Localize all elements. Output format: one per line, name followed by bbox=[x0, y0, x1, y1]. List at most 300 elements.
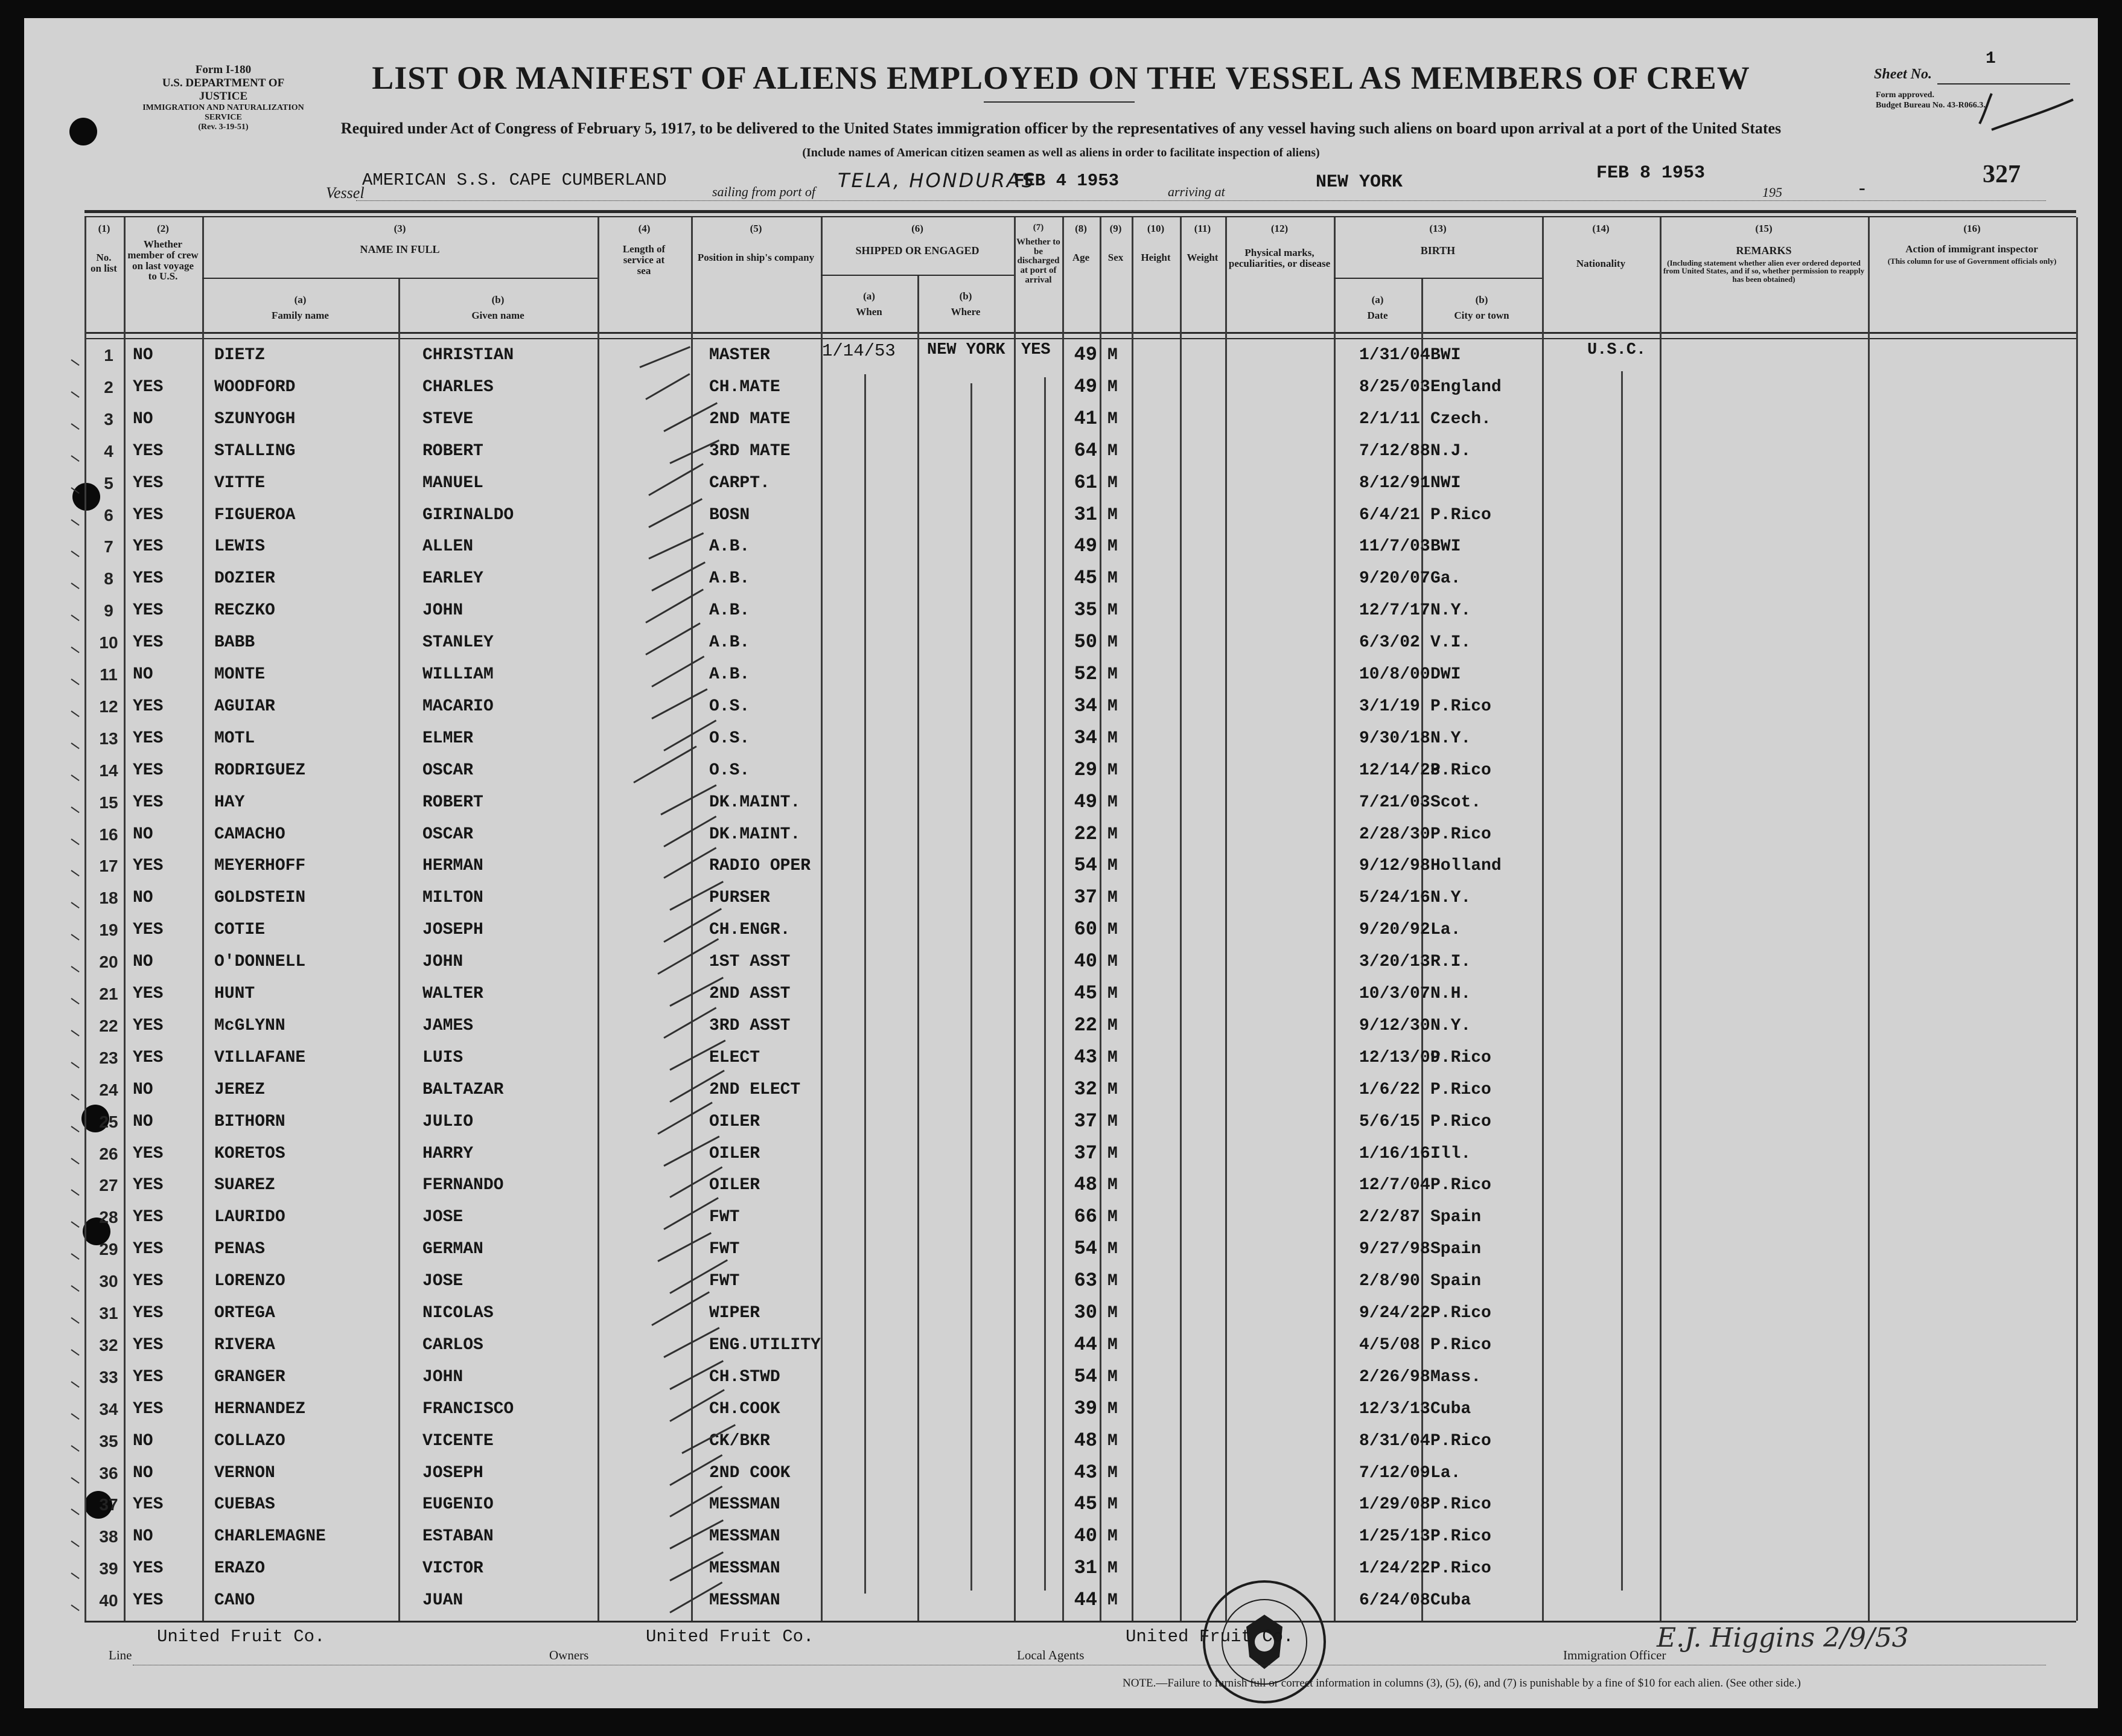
cell-given: EARLEY bbox=[422, 569, 483, 589]
cell-no: 2 bbox=[104, 377, 113, 397]
cell-city: Spain bbox=[1430, 1272, 1482, 1291]
cell-city: P.Rico bbox=[1430, 697, 1491, 716]
col-marks-label: Physical marks, peculiarities, or disease bbox=[1228, 246, 1331, 269]
manifest-number: 327 bbox=[1983, 161, 2021, 188]
cell-family: RECZKO bbox=[214, 601, 275, 621]
cell-city: Ga. bbox=[1430, 569, 1461, 589]
cell-age: 45 bbox=[1074, 982, 1097, 1004]
cell-crew: YES bbox=[133, 1144, 164, 1163]
cell-sex: M bbox=[1107, 984, 1118, 1003]
form-service: IMMIGRATION AND NATURALIZATION SERVICE bbox=[142, 103, 304, 122]
cell-crew: NO bbox=[133, 409, 153, 429]
row-check-mark bbox=[71, 806, 79, 813]
cell-no: 19 bbox=[99, 921, 118, 940]
cell-given: CARLOS bbox=[422, 1335, 483, 1355]
cell-city: R.I. bbox=[1430, 953, 1471, 972]
cell-given: CHARLES bbox=[422, 377, 494, 397]
manifest-sheet bbox=[24, 18, 2098, 1708]
form-department: U.S. DEPARTMENT OF JUSTICE bbox=[162, 76, 285, 103]
cell-age: 31 bbox=[1074, 1557, 1097, 1580]
cell-family: COTIE bbox=[214, 921, 266, 940]
col-discharged-header bbox=[1016, 223, 1061, 286]
cell-family: BITHORN bbox=[214, 1112, 285, 1131]
cell-age: 34 bbox=[1074, 726, 1097, 749]
cell-given: MANUEL bbox=[422, 473, 483, 493]
cell-crew: YES bbox=[133, 1048, 164, 1067]
cell-given: WALTER bbox=[422, 984, 483, 1003]
cell-age: 54 bbox=[1074, 1237, 1097, 1260]
cell-position: CH.ENGR. bbox=[709, 921, 791, 940]
cell-age: 50 bbox=[1074, 631, 1097, 654]
shipped-where: NEW YORK bbox=[927, 341, 1005, 359]
table-row bbox=[24, 852, 2098, 884]
cell-no: 3 bbox=[104, 409, 113, 429]
table-row bbox=[24, 1459, 2098, 1491]
cell-age: 60 bbox=[1074, 918, 1097, 941]
cell-crew: YES bbox=[133, 1367, 164, 1387]
row-check-mark bbox=[71, 423, 79, 430]
cell-city: P.Rico bbox=[1430, 1176, 1491, 1195]
cell-sex: M bbox=[1107, 473, 1118, 493]
cell-date: 9/20/92 bbox=[1359, 921, 1430, 940]
cell-crew: NO bbox=[133, 1080, 153, 1099]
cell-sex: M bbox=[1107, 761, 1118, 780]
col-when-sub: (a) bbox=[863, 290, 875, 302]
table-row bbox=[24, 1586, 2098, 1618]
row-check-mark bbox=[71, 998, 79, 1004]
cell-family: ORTEGA bbox=[214, 1304, 275, 1323]
cell-position: CARPT. bbox=[709, 473, 770, 493]
cell-date: 1/29/08 bbox=[1359, 1495, 1430, 1514]
table-row bbox=[24, 1331, 2098, 1363]
row-check-mark bbox=[71, 1094, 79, 1100]
table-row bbox=[24, 1203, 2098, 1235]
row-check-mark bbox=[71, 1445, 79, 1452]
cell-age: 34 bbox=[1074, 694, 1097, 717]
cell-family: CANO bbox=[214, 1591, 255, 1610]
cell-given: OSCAR bbox=[422, 825, 474, 844]
cell-date: 1/25/13 bbox=[1359, 1527, 1430, 1546]
cell-age: 43 bbox=[1074, 1045, 1097, 1068]
sheet-label: Sheet No. bbox=[1874, 66, 1932, 82]
cell-date: 1/24/22 bbox=[1359, 1559, 1430, 1578]
cell-given: EUGENIO bbox=[422, 1495, 494, 1514]
row-check-mark bbox=[71, 391, 79, 398]
cell-crew: YES bbox=[133, 1591, 164, 1610]
footer-owners-label: Owners bbox=[549, 1648, 589, 1662]
cell-date: 5/24/16 bbox=[1359, 889, 1430, 908]
cell-family: CAMACHO bbox=[214, 825, 285, 844]
cell-city: N.J. bbox=[1430, 441, 1471, 461]
col-family-label: Family name bbox=[272, 309, 329, 321]
cell-age: 45 bbox=[1074, 567, 1097, 590]
cell-crew: YES bbox=[133, 1208, 164, 1227]
cell-crew: YES bbox=[133, 377, 164, 397]
cell-given: JOSEPH bbox=[422, 921, 483, 940]
cell-family: STALLING bbox=[214, 441, 296, 461]
cell-given: HERMAN bbox=[422, 857, 483, 876]
row-check-mark bbox=[71, 1126, 79, 1132]
row-check-mark bbox=[71, 870, 79, 877]
cell-position: WIPER bbox=[709, 1304, 760, 1323]
cell-city: DWI bbox=[1430, 665, 1461, 684]
page-note: (Include names of American citizen seamen as well as aliens in order to facilitate inspection of aliens) bbox=[802, 146, 1320, 159]
cell-date: 9/30/18 bbox=[1359, 729, 1430, 748]
cell-no: 7 bbox=[104, 537, 113, 557]
cell-crew: NO bbox=[133, 1463, 153, 1482]
cell-sex: M bbox=[1107, 1080, 1118, 1099]
cell-date: 2/8/90 bbox=[1359, 1272, 1420, 1291]
cell-date: 12/7/04 bbox=[1359, 1176, 1430, 1195]
cell-date: 9/27/98 bbox=[1359, 1240, 1430, 1259]
table-row bbox=[24, 884, 2098, 916]
cell-sex: M bbox=[1107, 729, 1118, 748]
cell-given: JOSE bbox=[422, 1208, 464, 1227]
cell-age: 37 bbox=[1074, 1141, 1097, 1164]
cell-age: 61 bbox=[1074, 471, 1097, 494]
cell-given: ELMER bbox=[422, 729, 474, 748]
cell-no: 4 bbox=[104, 441, 113, 461]
cell-sex: M bbox=[1107, 1591, 1118, 1610]
cell-no: 29 bbox=[99, 1240, 118, 1259]
cell-sex: M bbox=[1107, 889, 1118, 908]
cell-given: BALTAZAR bbox=[422, 1080, 504, 1099]
cell-family: DOZIER bbox=[214, 569, 275, 589]
cell-crew: YES bbox=[133, 569, 164, 589]
cell-city: Mass. bbox=[1430, 1367, 1482, 1387]
col-marks-num: (12) bbox=[1270, 223, 1289, 234]
cell-position: MESSMAN bbox=[709, 1495, 780, 1514]
cell-given: JOSEPH bbox=[422, 1463, 483, 1482]
cell-given: NICOLAS bbox=[422, 1304, 494, 1323]
cell-no: 27 bbox=[99, 1176, 118, 1195]
cell-no: 24 bbox=[99, 1080, 118, 1099]
table-row bbox=[24, 1490, 2098, 1522]
cell-no: 23 bbox=[99, 1048, 118, 1067]
cell-no: 6 bbox=[104, 505, 113, 525]
table-row bbox=[24, 1012, 2098, 1044]
cell-position: MASTER bbox=[709, 346, 770, 365]
col-shipped-label: SHIPPED OR ENGAGED bbox=[855, 244, 980, 257]
cell-family: MEYERHOFF bbox=[214, 857, 306, 876]
row-check-mark bbox=[71, 966, 79, 972]
footer-agents-value: United Fruit Co. bbox=[1126, 1627, 1294, 1647]
col-shipped-header bbox=[821, 223, 1014, 257]
cell-position: FWT bbox=[709, 1240, 740, 1259]
table-row bbox=[24, 1363, 2098, 1395]
cell-crew: YES bbox=[133, 1272, 164, 1291]
cell-sex: M bbox=[1107, 1016, 1118, 1035]
cell-crew: NO bbox=[133, 1527, 153, 1546]
cell-sex: M bbox=[1107, 1048, 1118, 1067]
sheet-number: 1 bbox=[1986, 49, 1996, 68]
cell-city: P.Rico bbox=[1430, 1495, 1491, 1514]
col-when-label: When bbox=[856, 305, 882, 318]
col-position-header bbox=[694, 223, 818, 263]
row-check-mark bbox=[71, 742, 79, 749]
cell-position: CH.MATE bbox=[709, 377, 780, 397]
col-city-sub: (b) bbox=[1475, 294, 1488, 305]
cell-family: VITTE bbox=[214, 473, 266, 493]
cell-position: ENG.UTILITY bbox=[709, 1335, 821, 1355]
cell-sex: M bbox=[1107, 346, 1118, 365]
row-check-mark bbox=[71, 1190, 79, 1196]
table-row bbox=[24, 1140, 2098, 1172]
row-check-mark bbox=[71, 1317, 79, 1324]
cell-no: 40 bbox=[99, 1591, 118, 1610]
table-row bbox=[24, 980, 2098, 1012]
cell-given: STEVE bbox=[422, 409, 474, 429]
cell-no: 8 bbox=[104, 569, 113, 589]
cell-sex: M bbox=[1107, 409, 1118, 429]
cell-age: 64 bbox=[1074, 439, 1097, 462]
cell-crew: YES bbox=[133, 984, 164, 1003]
cell-city: N.Y. bbox=[1430, 1016, 1471, 1035]
cell-family: LEWIS bbox=[214, 537, 266, 557]
cell-position: MESSMAN bbox=[709, 1527, 780, 1546]
cell-age: 44 bbox=[1074, 1589, 1097, 1612]
cell-crew: NO bbox=[133, 665, 153, 684]
cell-position: O.S. bbox=[709, 761, 750, 780]
row-check-mark bbox=[71, 1221, 79, 1228]
cell-position: O.S. bbox=[709, 729, 750, 748]
cell-date: 9/24/22 bbox=[1359, 1304, 1430, 1323]
footer-officer-label: Immigration Officer bbox=[1563, 1648, 1666, 1662]
cell-city: P.Rico bbox=[1430, 1559, 1491, 1578]
cell-age: 31 bbox=[1074, 503, 1097, 526]
table-row bbox=[24, 1171, 2098, 1203]
cell-family: HERNANDEZ bbox=[214, 1399, 306, 1418]
cell-age: 48 bbox=[1074, 1429, 1097, 1452]
row-check-mark bbox=[71, 359, 79, 366]
col-sex-header bbox=[1100, 223, 1132, 263]
cell-sex: M bbox=[1107, 1335, 1118, 1355]
col-family-header bbox=[202, 295, 398, 321]
row-check-mark bbox=[71, 614, 79, 621]
cell-position: A.B. bbox=[709, 665, 750, 684]
table-row bbox=[24, 596, 2098, 628]
cell-position: ELECT bbox=[709, 1048, 760, 1067]
row-check-mark bbox=[71, 710, 79, 717]
vessel-label: Vessel bbox=[326, 184, 365, 202]
table-row bbox=[24, 820, 2098, 852]
cell-city: N.Y. bbox=[1430, 729, 1471, 748]
col-action-label: Action of immigrant inspector bbox=[1905, 243, 2038, 255]
cell-crew: YES bbox=[133, 633, 164, 653]
cell-age: 40 bbox=[1074, 1525, 1097, 1548]
col-date-header bbox=[1334, 295, 1421, 321]
cell-sex: M bbox=[1107, 1240, 1118, 1259]
col-city-header bbox=[1421, 295, 1542, 321]
col-name-num: (3) bbox=[393, 223, 406, 234]
row-check-mark bbox=[71, 1062, 79, 1068]
cell-sex: M bbox=[1107, 793, 1118, 812]
pencil-tick-mark bbox=[657, 1232, 712, 1262]
cell-date: 1/16/16 bbox=[1359, 1144, 1430, 1163]
cell-crew: NO bbox=[133, 1431, 153, 1450]
cell-position: RADIO OPER bbox=[709, 857, 811, 876]
cell-sex: M bbox=[1107, 825, 1118, 844]
cell-family: McGLYNN bbox=[214, 1016, 285, 1035]
cell-position: CH.STWD bbox=[709, 1367, 780, 1387]
cell-sex: M bbox=[1107, 633, 1118, 653]
cell-crew: YES bbox=[133, 921, 164, 940]
cell-family: MONTE bbox=[214, 665, 266, 684]
cell-given: FERNANDO bbox=[422, 1176, 504, 1195]
cell-position: MESSMAN bbox=[709, 1559, 780, 1578]
pencil-tick-mark bbox=[645, 373, 690, 400]
cell-family: MOTL bbox=[214, 729, 255, 748]
arriving-label: arriving at bbox=[1168, 184, 1225, 199]
cell-age: 52 bbox=[1074, 663, 1097, 685]
cell-city: Holland bbox=[1430, 857, 1502, 876]
cell-city: Czech. bbox=[1430, 409, 1491, 429]
cell-city: Spain bbox=[1430, 1208, 1482, 1227]
cell-crew: YES bbox=[133, 505, 164, 525]
cell-family: PENAS bbox=[214, 1240, 266, 1259]
cell-position: BOSN bbox=[709, 505, 750, 525]
table-row bbox=[24, 341, 2098, 373]
cell-given: JULIO bbox=[422, 1112, 474, 1131]
cell-city: P.Rico bbox=[1430, 1112, 1491, 1131]
footer-owners-value: United Fruit Co. bbox=[646, 1627, 814, 1647]
budget-bureau: Budget Bureau No. 43-R066.3. bbox=[1876, 100, 1986, 110]
cell-crew: YES bbox=[133, 1176, 164, 1195]
cell-no: 33 bbox=[99, 1367, 118, 1387]
cell-no: 20 bbox=[99, 953, 118, 972]
table-row bbox=[24, 1044, 2098, 1076]
cell-crew: YES bbox=[133, 1495, 164, 1514]
cell-no: 21 bbox=[99, 984, 118, 1003]
table-row bbox=[24, 1299, 2098, 1331]
cell-age: 48 bbox=[1074, 1173, 1097, 1196]
table-row bbox=[24, 916, 2098, 948]
row-check-mark bbox=[71, 1253, 79, 1260]
cell-city: P.Rico bbox=[1430, 825, 1491, 844]
cell-age: 37 bbox=[1074, 1109, 1097, 1132]
shipped-when: 1/14/53 bbox=[822, 341, 896, 361]
table-row bbox=[24, 501, 2098, 533]
cell-age: 54 bbox=[1074, 854, 1097, 877]
cell-family: SUAREZ bbox=[214, 1176, 275, 1195]
cell-position: PURSER bbox=[709, 889, 770, 908]
row-check-mark bbox=[71, 1349, 79, 1356]
table-row bbox=[24, 1108, 2098, 1140]
cell-age: 49 bbox=[1074, 790, 1097, 813]
table-row bbox=[24, 469, 2098, 501]
col-weight-header bbox=[1180, 223, 1225, 263]
cell-position: FWT bbox=[709, 1272, 740, 1291]
col-height-num: (10) bbox=[1147, 223, 1165, 234]
table-row bbox=[24, 788, 2098, 820]
cell-age: 30 bbox=[1074, 1301, 1097, 1324]
cell-age: 40 bbox=[1074, 950, 1097, 973]
cell-sex: M bbox=[1107, 857, 1118, 876]
pencil-tick-mark bbox=[651, 688, 707, 719]
col-action-sub: (This column for use of Government officials only) bbox=[1887, 256, 2057, 266]
cell-sex: M bbox=[1107, 1208, 1118, 1227]
year-label: 195 bbox=[1762, 185, 1782, 200]
cell-city: Ill. bbox=[1430, 1144, 1471, 1163]
cell-no: 34 bbox=[99, 1399, 118, 1418]
cell-city: P.Rico bbox=[1430, 505, 1491, 525]
cell-city: P.Rico bbox=[1430, 1080, 1491, 1099]
cell-crew: YES bbox=[133, 857, 164, 876]
cell-position: OILER bbox=[709, 1112, 760, 1131]
row-check-mark bbox=[71, 1285, 79, 1292]
pencil-tick-mark bbox=[648, 532, 704, 560]
row-check-mark bbox=[71, 646, 79, 653]
cell-date: 2/26/98 bbox=[1359, 1367, 1430, 1387]
table-row bbox=[24, 564, 2098, 596]
col-nationality-label: Nationality bbox=[1576, 257, 1626, 269]
officer-signature: E.J. Higgins 2/9/53 bbox=[1657, 1623, 1909, 1653]
col-date-sub: (a) bbox=[1371, 294, 1384, 305]
cell-crew: NO bbox=[133, 953, 153, 972]
col-discharged-label: Whether to be discharged at port of arrival bbox=[1016, 237, 1060, 285]
table-row bbox=[24, 1076, 2098, 1108]
cell-given: JUAN bbox=[422, 1591, 464, 1610]
cell-position: DK.MAINT. bbox=[709, 793, 801, 812]
cell-sex: M bbox=[1107, 1304, 1118, 1323]
cell-no: 30 bbox=[99, 1272, 118, 1291]
table-row bbox=[24, 1235, 2098, 1267]
cell-sex: M bbox=[1107, 1527, 1118, 1546]
cell-crew: YES bbox=[133, 1016, 164, 1035]
cell-sex: M bbox=[1107, 1176, 1118, 1195]
cell-date: 3/1/19 bbox=[1359, 697, 1420, 716]
cell-crew: YES bbox=[133, 1559, 164, 1578]
cell-age: 45 bbox=[1074, 1493, 1097, 1516]
col-no-num: (1) bbox=[98, 223, 110, 234]
cell-sex: M bbox=[1107, 697, 1118, 716]
cell-age: 22 bbox=[1074, 1013, 1097, 1036]
cell-city: Cuba bbox=[1430, 1399, 1471, 1418]
col-sex-label: Sex bbox=[1107, 251, 1124, 263]
col-age-num: (8) bbox=[1075, 223, 1087, 234]
cell-city: La. bbox=[1430, 921, 1461, 940]
sailing-label: sailing from port of bbox=[712, 184, 815, 199]
cell-city: BWI bbox=[1430, 537, 1461, 557]
cell-given: CHRISTIAN bbox=[422, 346, 514, 365]
cell-position: OILER bbox=[709, 1144, 760, 1163]
cell-no: 12 bbox=[99, 697, 118, 716]
col-position-label: Position in ship's company bbox=[697, 251, 815, 263]
col-where-header bbox=[917, 291, 1014, 318]
cell-city: N.Y. bbox=[1430, 601, 1471, 621]
cell-date: 7/12/88 bbox=[1359, 441, 1430, 461]
cell-given: JOHN bbox=[422, 953, 464, 972]
cell-no: 13 bbox=[99, 729, 118, 748]
table-row bbox=[24, 405, 2098, 437]
cell-date: 12/14/23 bbox=[1359, 761, 1441, 780]
cell-city: P.Rico bbox=[1430, 1335, 1491, 1355]
cell-sex: M bbox=[1107, 505, 1118, 525]
cell-family: GRANGER bbox=[214, 1367, 285, 1387]
col-date-label: Date bbox=[1367, 309, 1388, 321]
cell-family: O'DONNELL bbox=[214, 953, 306, 972]
cell-given: JOHN bbox=[422, 601, 464, 621]
table-row bbox=[24, 1267, 2098, 1299]
cell-family: AGUIAR bbox=[214, 697, 275, 716]
cell-family: CUEBAS bbox=[214, 1495, 275, 1514]
cell-family: SZUNYOGH bbox=[214, 409, 296, 429]
cell-sex: M bbox=[1107, 1463, 1118, 1482]
cell-given: VICTOR bbox=[422, 1559, 483, 1578]
form-number: Form I-180 bbox=[195, 63, 252, 76]
row-check-mark bbox=[71, 582, 79, 589]
col-marks-header bbox=[1228, 223, 1331, 269]
